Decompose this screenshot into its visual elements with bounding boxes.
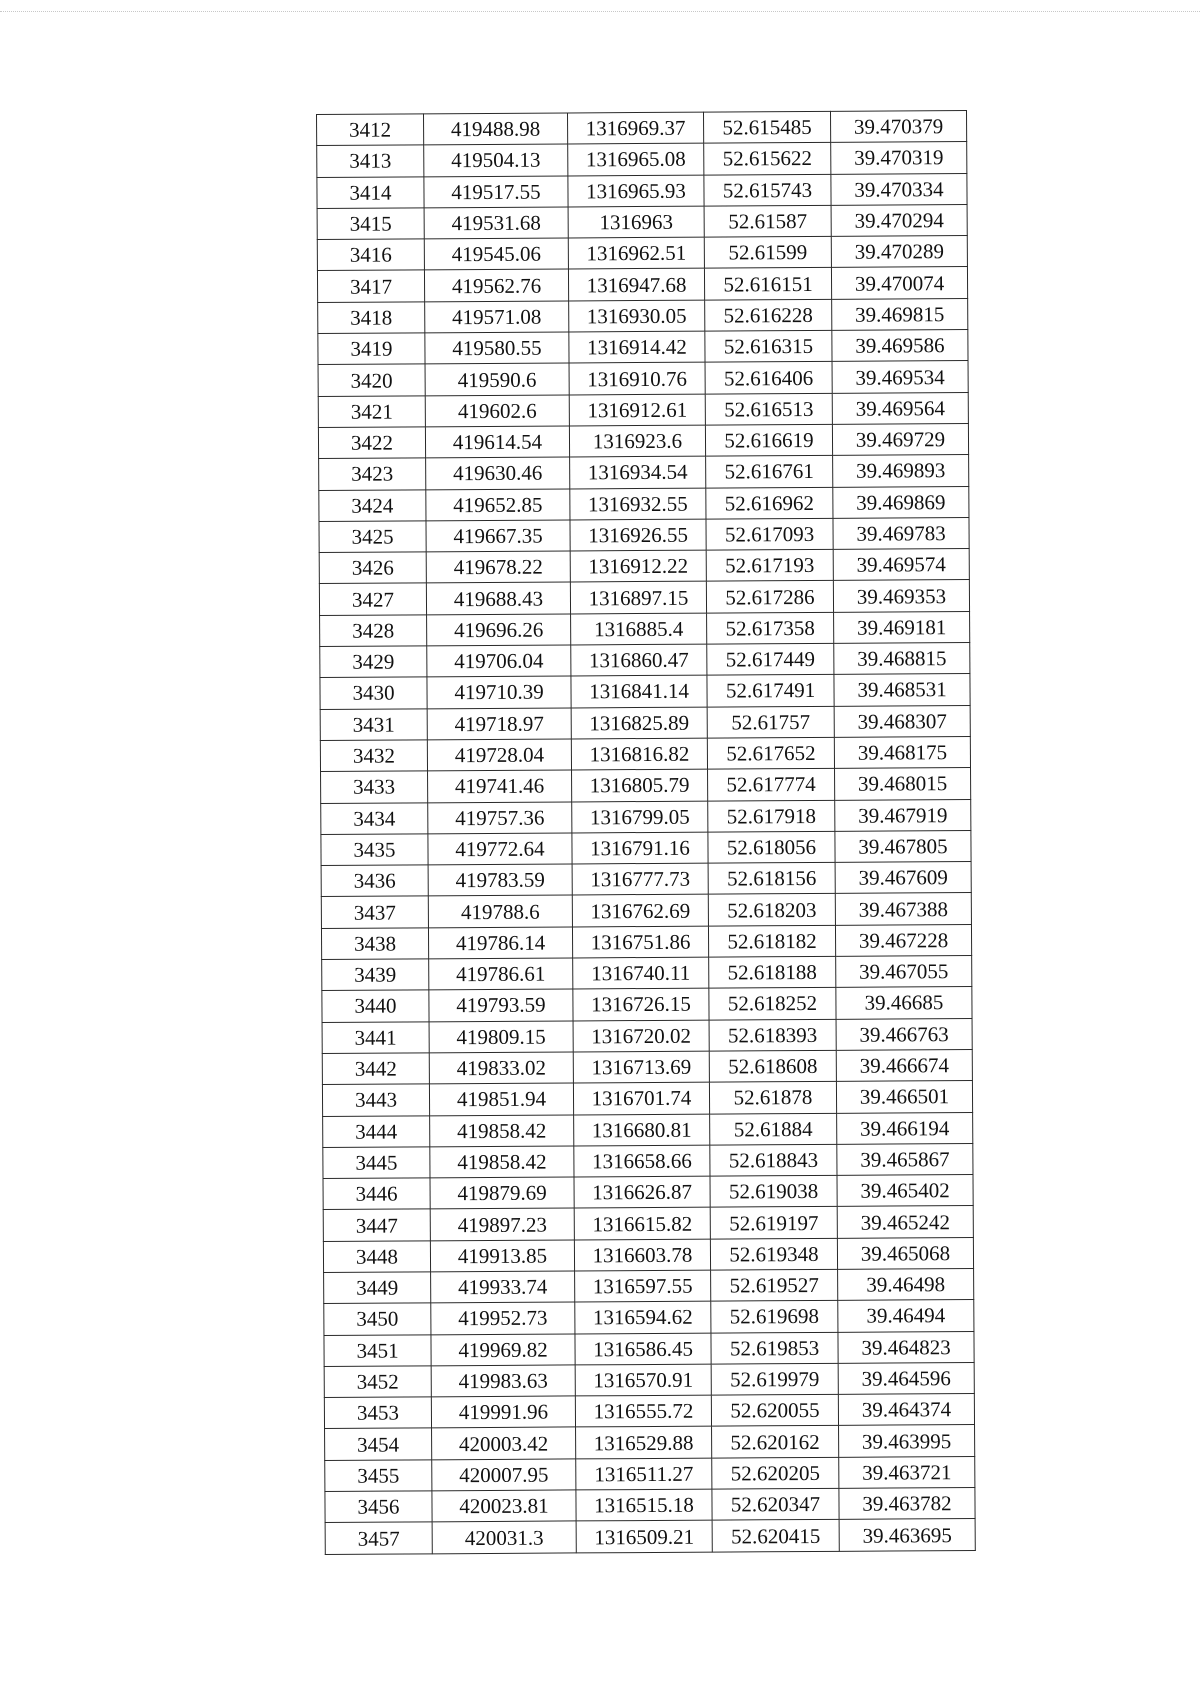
x-coordinate-cell: 419969.82 bbox=[431, 1334, 575, 1366]
latitude-cell: 52.617652 bbox=[707, 737, 834, 769]
longitude-cell: 39.46498 bbox=[838, 1268, 974, 1300]
x-coordinate-cell: 419786.61 bbox=[429, 958, 573, 990]
latitude-cell: 52.616761 bbox=[706, 456, 833, 488]
longitude-cell: 39.469815 bbox=[832, 298, 968, 330]
y-coordinate-cell: 1316680.81 bbox=[574, 1114, 710, 1146]
longitude-cell: 39.467388 bbox=[835, 893, 971, 925]
x-coordinate-cell: 419488.98 bbox=[424, 113, 568, 145]
latitude-cell: 52.617093 bbox=[706, 518, 833, 550]
latitude-cell: 52.618156 bbox=[708, 862, 835, 894]
longitude-cell: 39.469534 bbox=[832, 361, 968, 393]
point-number-cell: 3428 bbox=[320, 615, 427, 647]
x-coordinate-cell: 419833.02 bbox=[429, 1052, 573, 1084]
longitude-cell: 39.468815 bbox=[834, 643, 970, 675]
y-coordinate-cell: 1316816.82 bbox=[571, 738, 707, 770]
x-coordinate-cell: 419793.59 bbox=[429, 989, 573, 1021]
table-row bbox=[321, 924, 971, 959]
latitude-cell: 52.616406 bbox=[705, 362, 832, 394]
longitude-cell: 39.469893 bbox=[833, 455, 969, 487]
latitude-cell: 52.617491 bbox=[707, 675, 834, 707]
point-number-cell: 3419 bbox=[318, 333, 425, 365]
longitude-cell: 39.467609 bbox=[835, 862, 971, 894]
point-number-cell: 3456 bbox=[325, 1491, 432, 1523]
table-row bbox=[317, 267, 967, 302]
x-coordinate-cell: 419991.96 bbox=[431, 1396, 575, 1428]
longitude-cell: 39.470379 bbox=[830, 111, 966, 143]
coordinates-table bbox=[316, 110, 976, 1555]
point-number-cell: 3426 bbox=[319, 552, 426, 584]
table-row bbox=[324, 1268, 974, 1303]
table-row bbox=[323, 1143, 973, 1178]
table-row bbox=[320, 736, 970, 771]
point-number-cell: 3431 bbox=[320, 708, 427, 740]
table-row bbox=[321, 893, 971, 928]
longitude-cell: 39.465242 bbox=[837, 1206, 973, 1238]
x-coordinate-cell: 419696.26 bbox=[427, 614, 571, 646]
y-coordinate-cell: 1316912.22 bbox=[570, 550, 706, 582]
x-coordinate-cell: 419809.15 bbox=[429, 1021, 573, 1053]
latitude-cell: 52.618252 bbox=[709, 988, 836, 1020]
point-number-cell: 3442 bbox=[322, 1053, 429, 1085]
point-number-cell: 3422 bbox=[318, 427, 425, 459]
point-number-cell: 3448 bbox=[323, 1241, 430, 1273]
latitude-cell: 52.617193 bbox=[706, 550, 833, 582]
table-row bbox=[324, 1394, 974, 1429]
x-coordinate-cell: 419983.63 bbox=[431, 1365, 575, 1397]
table-row bbox=[320, 674, 970, 709]
longitude-cell: 39.466501 bbox=[836, 1081, 972, 1113]
x-coordinate-cell: 419718.97 bbox=[427, 708, 571, 740]
latitude-cell: 52.617774 bbox=[708, 769, 835, 801]
table-row bbox=[324, 1362, 974, 1397]
latitude-cell: 52.615622 bbox=[704, 143, 831, 175]
x-coordinate-cell: 420003.42 bbox=[432, 1427, 576, 1459]
x-coordinate-cell: 419667.35 bbox=[426, 520, 570, 552]
x-coordinate-cell: 419652.85 bbox=[426, 489, 570, 521]
point-number-cell: 3435 bbox=[321, 834, 428, 866]
point-number-cell: 3417 bbox=[317, 270, 424, 302]
latitude-cell: 52.618843 bbox=[710, 1144, 837, 1176]
latitude-cell: 52.617918 bbox=[708, 800, 835, 832]
x-coordinate-cell: 419786.14 bbox=[428, 927, 572, 959]
point-number-cell: 3447 bbox=[323, 1209, 430, 1241]
latitude-cell: 52.615743 bbox=[704, 174, 831, 206]
table-row bbox=[317, 236, 967, 271]
table-row bbox=[323, 1206, 973, 1241]
longitude-cell: 39.469181 bbox=[834, 611, 970, 643]
y-coordinate-cell: 1316962.51 bbox=[568, 237, 704, 269]
latitude-cell: 52.619197 bbox=[710, 1207, 837, 1239]
y-coordinate-cell: 1316860.47 bbox=[571, 644, 707, 676]
point-number-cell: 3455 bbox=[325, 1460, 432, 1492]
x-coordinate-cell: 419688.43 bbox=[426, 582, 570, 614]
x-coordinate-cell: 419678.22 bbox=[426, 551, 570, 583]
table-row bbox=[320, 705, 970, 740]
longitude-cell: 39.468175 bbox=[834, 736, 970, 768]
latitude-cell: 52.619527 bbox=[711, 1269, 838, 1301]
point-number-cell: 3444 bbox=[323, 1115, 430, 1147]
latitude-cell: 52.620162 bbox=[712, 1426, 839, 1458]
x-coordinate-cell: 419858.42 bbox=[430, 1146, 574, 1178]
latitude-cell: 52.61587 bbox=[704, 205, 831, 237]
longitude-cell: 39.468531 bbox=[834, 674, 970, 706]
x-coordinate-cell: 419571.08 bbox=[425, 301, 569, 333]
longitude-cell: 39.470334 bbox=[831, 173, 967, 205]
table-row bbox=[325, 1488, 975, 1523]
point-number-cell: 3420 bbox=[318, 364, 425, 396]
y-coordinate-cell: 1316969.37 bbox=[567, 112, 703, 144]
longitude-cell: 39.466763 bbox=[836, 1018, 972, 1050]
point-number-cell: 3451 bbox=[324, 1334, 431, 1366]
longitude-cell: 39.463721 bbox=[839, 1456, 975, 1488]
point-number-cell: 3452 bbox=[324, 1366, 431, 1398]
point-number-cell: 3427 bbox=[319, 583, 426, 615]
x-coordinate-cell: 419590.6 bbox=[425, 363, 569, 395]
table-row bbox=[325, 1425, 975, 1460]
y-coordinate-cell: 1316914.42 bbox=[569, 331, 705, 363]
y-coordinate-cell: 1316912.61 bbox=[569, 394, 705, 426]
point-number-cell: 3418 bbox=[318, 302, 425, 334]
x-coordinate-cell: 419897.23 bbox=[430, 1208, 574, 1240]
y-coordinate-cell: 1316726.15 bbox=[573, 988, 709, 1020]
longitude-cell: 39.470319 bbox=[831, 142, 967, 174]
coordinates-table-body bbox=[317, 111, 976, 1555]
table-row bbox=[325, 1456, 975, 1491]
point-number-cell: 3438 bbox=[321, 928, 428, 960]
latitude-cell: 52.618608 bbox=[709, 1050, 836, 1082]
table-row bbox=[319, 517, 969, 552]
x-coordinate-cell: 419630.46 bbox=[426, 457, 570, 489]
longitude-cell: 39.465402 bbox=[837, 1175, 973, 1207]
table-row bbox=[319, 455, 969, 490]
y-coordinate-cell: 1316965.93 bbox=[568, 175, 704, 207]
y-coordinate-cell: 1316841.14 bbox=[571, 675, 707, 707]
latitude-cell: 52.620055 bbox=[711, 1395, 838, 1427]
table-row bbox=[317, 111, 967, 146]
latitude-cell: 52.617358 bbox=[707, 612, 834, 644]
point-number-cell: 3437 bbox=[321, 896, 428, 928]
point-number-cell: 3430 bbox=[320, 677, 427, 709]
point-number-cell: 3450 bbox=[324, 1303, 431, 1335]
latitude-cell: 52.620205 bbox=[712, 1457, 839, 1489]
table-row bbox=[324, 1300, 974, 1335]
y-coordinate-cell: 1316626.87 bbox=[574, 1176, 710, 1208]
document-page bbox=[316, 110, 976, 1555]
latitude-cell: 52.619348 bbox=[710, 1238, 837, 1270]
point-number-cell: 3424 bbox=[319, 489, 426, 521]
table-row bbox=[322, 1081, 972, 1116]
longitude-cell: 39.469783 bbox=[833, 517, 969, 549]
table-row bbox=[322, 1049, 972, 1084]
latitude-cell: 52.618393 bbox=[709, 1019, 836, 1051]
y-coordinate-cell: 1316825.89 bbox=[571, 707, 707, 739]
table-row bbox=[319, 549, 969, 584]
longitude-cell: 39.468307 bbox=[834, 705, 970, 737]
latitude-cell: 52.619038 bbox=[710, 1175, 837, 1207]
x-coordinate-cell: 419614.54 bbox=[425, 426, 569, 458]
point-number-cell: 3446 bbox=[323, 1178, 430, 1210]
table-row bbox=[322, 987, 972, 1022]
x-coordinate-cell: 419788.6 bbox=[428, 895, 572, 927]
latitude-cell: 52.616228 bbox=[705, 299, 832, 331]
y-coordinate-cell: 1316947.68 bbox=[568, 269, 704, 301]
x-coordinate-cell: 419517.55 bbox=[424, 176, 568, 208]
x-coordinate-cell: 420007.95 bbox=[432, 1459, 576, 1491]
point-number-cell: 3440 bbox=[322, 990, 429, 1022]
table-row bbox=[323, 1175, 973, 1210]
point-number-cell: 3414 bbox=[317, 176, 424, 208]
x-coordinate-cell: 419879.69 bbox=[430, 1177, 574, 1209]
y-coordinate-cell: 1316511.27 bbox=[576, 1458, 712, 1490]
y-coordinate-cell: 1316751.86 bbox=[572, 926, 708, 958]
longitude-cell: 39.464823 bbox=[838, 1331, 974, 1363]
y-coordinate-cell: 1316515.18 bbox=[576, 1489, 712, 1521]
y-coordinate-cell: 1316658.66 bbox=[574, 1145, 710, 1177]
table-row bbox=[323, 1112, 973, 1147]
latitude-cell: 52.616513 bbox=[705, 393, 832, 425]
table-row bbox=[317, 173, 967, 208]
latitude-cell: 52.620415 bbox=[712, 1520, 839, 1552]
point-number-cell: 3436 bbox=[321, 865, 428, 897]
longitude-cell: 39.470289 bbox=[831, 236, 967, 268]
y-coordinate-cell: 1316720.02 bbox=[573, 1020, 709, 1052]
point-number-cell: 3439 bbox=[322, 959, 429, 991]
table-row bbox=[318, 392, 968, 427]
point-number-cell: 3421 bbox=[318, 396, 425, 428]
y-coordinate-cell: 1316926.55 bbox=[570, 519, 706, 551]
longitude-cell: 39.467805 bbox=[835, 830, 971, 862]
x-coordinate-cell: 419772.64 bbox=[428, 833, 572, 865]
x-coordinate-cell: 419933.74 bbox=[431, 1271, 575, 1303]
y-coordinate-cell: 1316762.69 bbox=[572, 895, 708, 927]
table-row bbox=[319, 580, 969, 615]
table-row bbox=[318, 423, 968, 458]
longitude-cell: 39.469353 bbox=[833, 580, 969, 612]
table-row bbox=[319, 486, 969, 521]
x-coordinate-cell: 419602.6 bbox=[425, 395, 569, 427]
table-row bbox=[323, 1237, 973, 1272]
longitude-cell: 39.465068 bbox=[837, 1237, 973, 1269]
longitude-cell: 39.466674 bbox=[836, 1049, 972, 1081]
latitude-cell: 52.618203 bbox=[708, 894, 835, 926]
longitude-cell: 39.468015 bbox=[835, 768, 971, 800]
point-number-cell: 3453 bbox=[324, 1397, 431, 1429]
y-coordinate-cell: 1316930.05 bbox=[569, 300, 705, 332]
y-coordinate-cell: 1316597.55 bbox=[575, 1270, 711, 1302]
longitude-cell: 39.463995 bbox=[839, 1425, 975, 1457]
longitude-cell: 39.467055 bbox=[836, 956, 972, 988]
longitude-cell: 39.46494 bbox=[838, 1300, 974, 1332]
longitude-cell: 39.467228 bbox=[835, 924, 971, 956]
point-number-cell: 3415 bbox=[317, 208, 424, 240]
latitude-cell: 52.616962 bbox=[706, 487, 833, 519]
table-row bbox=[320, 643, 970, 678]
x-coordinate-cell: 419531.68 bbox=[424, 207, 568, 239]
table-row bbox=[322, 956, 972, 991]
point-number-cell: 3443 bbox=[322, 1084, 429, 1116]
latitude-cell: 52.617449 bbox=[707, 643, 834, 675]
y-coordinate-cell: 1316897.15 bbox=[570, 582, 706, 614]
y-coordinate-cell: 1316923.6 bbox=[569, 425, 705, 457]
table-row bbox=[317, 204, 967, 239]
y-coordinate-cell: 1316529.88 bbox=[576, 1427, 712, 1459]
point-number-cell: 3413 bbox=[317, 145, 424, 177]
x-coordinate-cell: 419728.04 bbox=[427, 739, 571, 771]
x-coordinate-cell: 419913.85 bbox=[430, 1240, 574, 1272]
y-coordinate-cell: 1316740.11 bbox=[573, 957, 709, 989]
longitude-cell: 39.469729 bbox=[832, 423, 968, 455]
point-number-cell: 3425 bbox=[319, 521, 426, 553]
y-coordinate-cell: 1316965.08 bbox=[568, 143, 704, 175]
x-coordinate-cell: 419562.76 bbox=[424, 269, 568, 301]
y-coordinate-cell: 1316805.79 bbox=[572, 769, 708, 801]
latitude-cell: 52.616315 bbox=[705, 330, 832, 362]
table-row bbox=[320, 611, 970, 646]
point-number-cell: 3441 bbox=[322, 1021, 429, 1053]
longitude-cell: 39.466194 bbox=[837, 1112, 973, 1144]
table-row bbox=[321, 799, 971, 834]
longitude-cell: 39.469869 bbox=[833, 486, 969, 518]
longitude-cell: 39.464596 bbox=[838, 1362, 974, 1394]
x-coordinate-cell: 420023.81 bbox=[432, 1490, 576, 1522]
y-coordinate-cell: 1316555.72 bbox=[575, 1395, 711, 1427]
latitude-cell: 52.619698 bbox=[711, 1301, 838, 1333]
point-number-cell: 3457 bbox=[325, 1522, 432, 1554]
longitude-cell: 39.469564 bbox=[832, 392, 968, 424]
table-row bbox=[321, 768, 971, 803]
x-coordinate-cell: 419851.94 bbox=[429, 1083, 573, 1115]
point-number-cell: 3423 bbox=[319, 458, 426, 490]
y-coordinate-cell: 1316791.16 bbox=[572, 832, 708, 864]
latitude-cell: 52.616151 bbox=[704, 268, 831, 300]
latitude-cell: 52.61599 bbox=[704, 237, 831, 269]
longitude-cell: 39.469586 bbox=[832, 330, 968, 362]
longitude-cell: 39.470294 bbox=[831, 204, 967, 236]
x-coordinate-cell: 419706.04 bbox=[427, 645, 571, 677]
point-number-cell: 3449 bbox=[324, 1272, 431, 1304]
y-coordinate-cell: 1316701.74 bbox=[573, 1082, 709, 1114]
x-coordinate-cell: 419741.46 bbox=[428, 770, 572, 802]
longitude-cell: 39.467919 bbox=[835, 799, 971, 831]
latitude-cell: 52.619853 bbox=[711, 1332, 838, 1364]
latitude-cell: 52.617286 bbox=[706, 581, 833, 613]
x-coordinate-cell: 419783.59 bbox=[428, 864, 572, 896]
y-coordinate-cell: 1316586.45 bbox=[575, 1333, 711, 1365]
table-row bbox=[321, 830, 971, 865]
x-coordinate-cell: 419757.36 bbox=[428, 801, 572, 833]
table-row bbox=[325, 1519, 975, 1554]
point-number-cell: 3416 bbox=[317, 239, 424, 271]
latitude-cell: 52.61757 bbox=[707, 706, 834, 738]
y-coordinate-cell: 1316570.91 bbox=[575, 1364, 711, 1396]
y-coordinate-cell: 1316777.73 bbox=[572, 863, 708, 895]
x-coordinate-cell: 419504.13 bbox=[424, 144, 568, 176]
longitude-cell: 39.469574 bbox=[833, 549, 969, 581]
latitude-cell: 52.61884 bbox=[710, 1113, 837, 1145]
longitude-cell: 39.470074 bbox=[831, 267, 967, 299]
latitude-cell: 52.618056 bbox=[708, 831, 835, 863]
point-number-cell: 3445 bbox=[323, 1147, 430, 1179]
longitude-cell: 39.46685 bbox=[836, 987, 972, 1019]
table-row bbox=[318, 361, 968, 396]
latitude-cell: 52.61878 bbox=[709, 1082, 836, 1114]
x-coordinate-cell: 420031.3 bbox=[432, 1521, 576, 1553]
y-coordinate-cell: 1316615.82 bbox=[574, 1208, 710, 1240]
table-row bbox=[317, 142, 967, 177]
longitude-cell: 39.464374 bbox=[838, 1394, 974, 1426]
point-number-cell: 3412 bbox=[317, 114, 424, 146]
latitude-cell: 52.620347 bbox=[712, 1488, 839, 1520]
x-coordinate-cell: 419858.42 bbox=[430, 1114, 574, 1146]
x-coordinate-cell: 419710.39 bbox=[427, 676, 571, 708]
point-number-cell: 3454 bbox=[325, 1428, 432, 1460]
table-row bbox=[318, 298, 968, 333]
y-coordinate-cell: 1316885.4 bbox=[571, 613, 707, 645]
y-coordinate-cell: 1316799.05 bbox=[572, 801, 708, 833]
latitude-cell: 52.615485 bbox=[703, 111, 830, 143]
longitude-cell: 39.463695 bbox=[839, 1519, 975, 1551]
y-coordinate-cell: 1316594.62 bbox=[575, 1301, 711, 1333]
latitude-cell: 52.618188 bbox=[709, 956, 836, 988]
y-coordinate-cell: 1316603.78 bbox=[574, 1239, 710, 1271]
point-number-cell: 3433 bbox=[321, 771, 428, 803]
table-row bbox=[322, 1018, 972, 1053]
x-coordinate-cell: 419952.73 bbox=[431, 1302, 575, 1334]
latitude-cell: 52.616619 bbox=[705, 424, 832, 456]
x-coordinate-cell: 419545.06 bbox=[424, 238, 568, 270]
point-number-cell: 3429 bbox=[320, 646, 427, 678]
point-number-cell: 3434 bbox=[321, 802, 428, 834]
latitude-cell: 52.618182 bbox=[708, 925, 835, 957]
y-coordinate-cell: 1316713.69 bbox=[573, 1051, 709, 1083]
y-coordinate-cell: 1316963 bbox=[568, 206, 704, 238]
y-coordinate-cell: 1316910.76 bbox=[569, 363, 705, 395]
page-top-edge bbox=[0, 11, 1200, 12]
longitude-cell: 39.463782 bbox=[839, 1488, 975, 1520]
y-coordinate-cell: 1316932.55 bbox=[570, 488, 706, 520]
x-coordinate-cell: 419580.55 bbox=[425, 332, 569, 364]
y-coordinate-cell: 1316934.54 bbox=[570, 456, 706, 488]
table-row bbox=[321, 862, 971, 897]
table-row bbox=[318, 330, 968, 365]
point-number-cell: 3432 bbox=[320, 740, 427, 772]
y-coordinate-cell: 1316509.21 bbox=[576, 1520, 712, 1552]
latitude-cell: 52.619979 bbox=[711, 1363, 838, 1395]
table-row bbox=[324, 1331, 974, 1366]
longitude-cell: 39.465867 bbox=[837, 1143, 973, 1175]
